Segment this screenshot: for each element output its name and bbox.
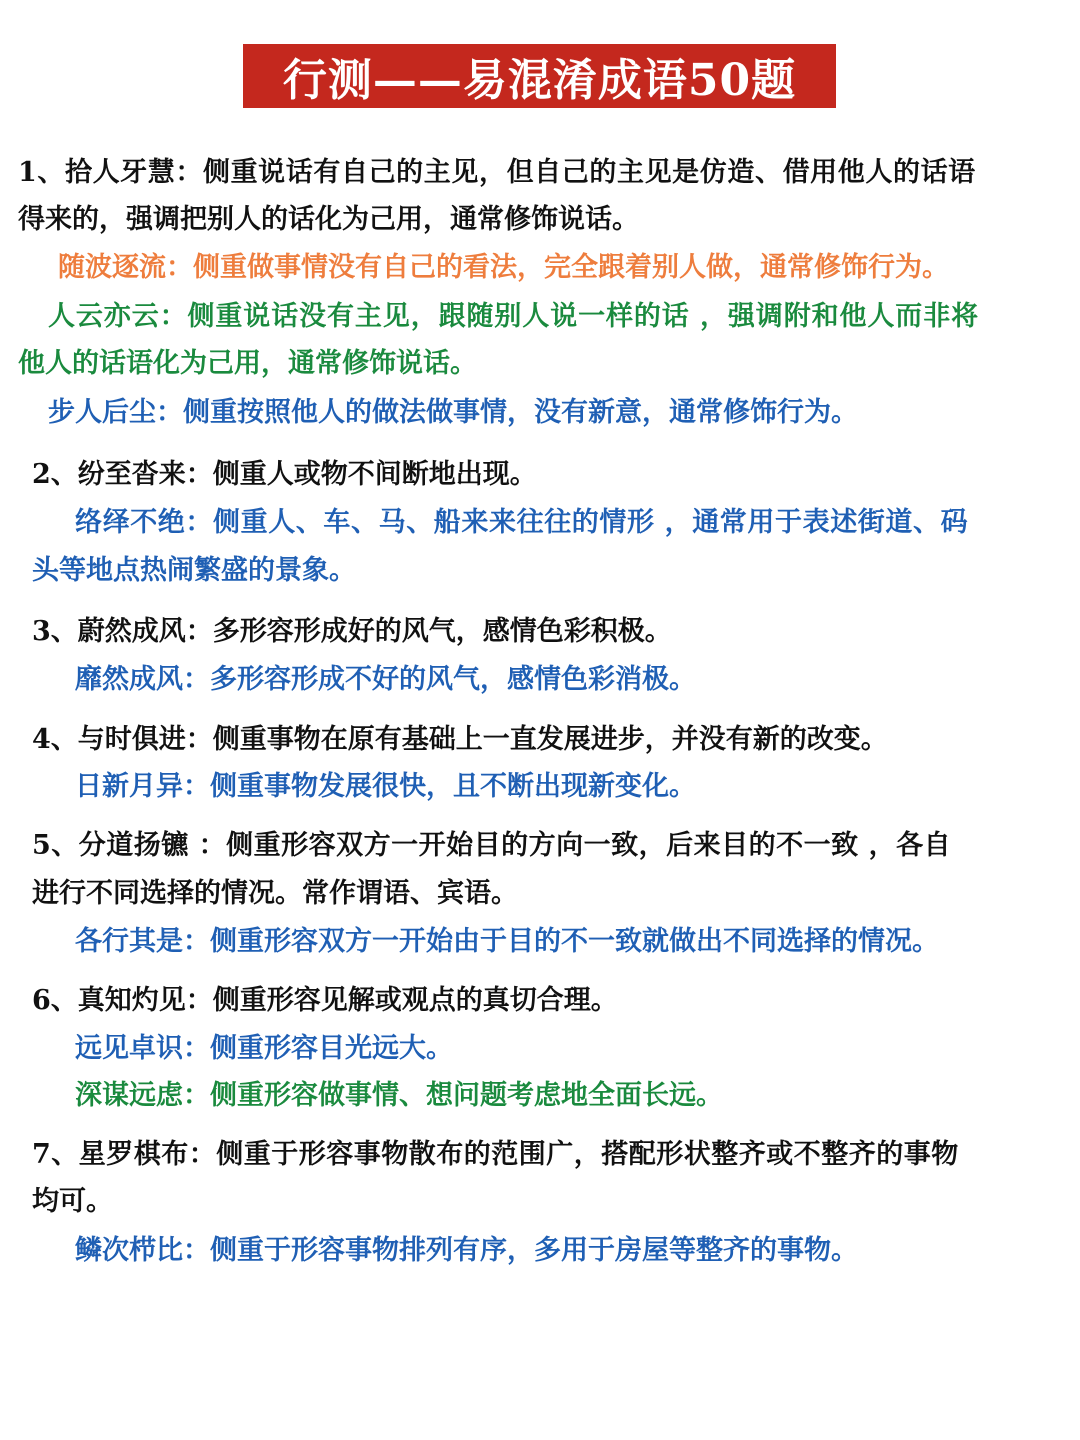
entry-1-compare-2-line-2: 他人的话语化为己用，通常修饰说话。 bbox=[18, 348, 477, 379]
entry-7-line-1: 7、星罗棋布：侧重于形容事物散布的范围广，搭配形状整齐或不整齐的事物 bbox=[32, 1139, 959, 1170]
entry-2-compare-1-line-2: 头等地点热闹繁盛的景象。 bbox=[32, 555, 356, 586]
entry-2-compare-1-line-1: 络绎不绝：侧重人、车、马、船来来往往的情形 ，通常用于表述街道、码 bbox=[75, 507, 969, 538]
entry-1-compare-1: 随波逐流：侧重做事情没有自己的看法，完全跟着别人做，通常修饰行为。 bbox=[58, 252, 949, 283]
title-banner bbox=[243, 44, 836, 108]
entry-5-line-2: 进行不同选择的情况。常作谓语、宾语。 bbox=[32, 878, 518, 909]
entry-1-compare-3: 步人后尘：侧重按照他人的做法做事情，没有新意，通常修饰行为。 bbox=[48, 397, 858, 428]
entry-1-compare-2-line-1: 人云亦云：侧重说话没有主见，跟随别人说一样的话 ，强调附和他人而非将 bbox=[48, 301, 979, 332]
entry-3-compare-1: 靡然成风：多形容形成不好的风气，感情色彩消极。 bbox=[75, 664, 696, 695]
entry-6-compare-2: 深谋远虑：侧重形容做事情、想问题考虑地全面长远。 bbox=[75, 1080, 723, 1111]
entry-6-compare-1: 远见卓识：侧重形容目光远大。 bbox=[75, 1033, 453, 1064]
entry-3-line-1: 3、蔚然成风：多形容形成好的风气，感情色彩积极。 bbox=[32, 616, 672, 647]
entry-1-line-2: 得来的，强调把别人的话化为己用，通常修饰说话。 bbox=[18, 204, 639, 235]
entry-4-compare-1: 日新月异：侧重事物发展很快，且不断出现新变化。 bbox=[75, 771, 696, 802]
entry-1-line-1: 1、拾人牙慧：侧重说话有自己的主见，但自己的主见是仿造、借用他人的话语 bbox=[18, 157, 976, 188]
entry-4-line-1: 4、与时俱进：侧重事物在原有基础上一直发展进步，并没有新的改变。 bbox=[32, 724, 888, 755]
entry-5-line-1: 5、分道扬镳 ：侧重形容双方一开始目的方向一致，后来目的不一致 ，各自 bbox=[32, 830, 952, 861]
page-title: 行测——易混淆成语50题 bbox=[282, 55, 797, 106]
entry-7-line-2: 均可。 bbox=[32, 1186, 113, 1217]
entry-6-line-1: 6、真知灼见：侧重形容见解或观点的真切合理。 bbox=[32, 985, 618, 1016]
entry-2-line-1: 2、纷至沓来：侧重人或物不间断地出现。 bbox=[32, 459, 537, 490]
entry-5-compare-1: 各行其是：侧重形容双方一开始由于目的不一致就做出不同选择的情况。 bbox=[75, 926, 939, 957]
entry-7-compare-1: 鳞次栉比：侧重于形容事物排列有序，多用于房屋等整齐的事物。 bbox=[75, 1235, 858, 1266]
